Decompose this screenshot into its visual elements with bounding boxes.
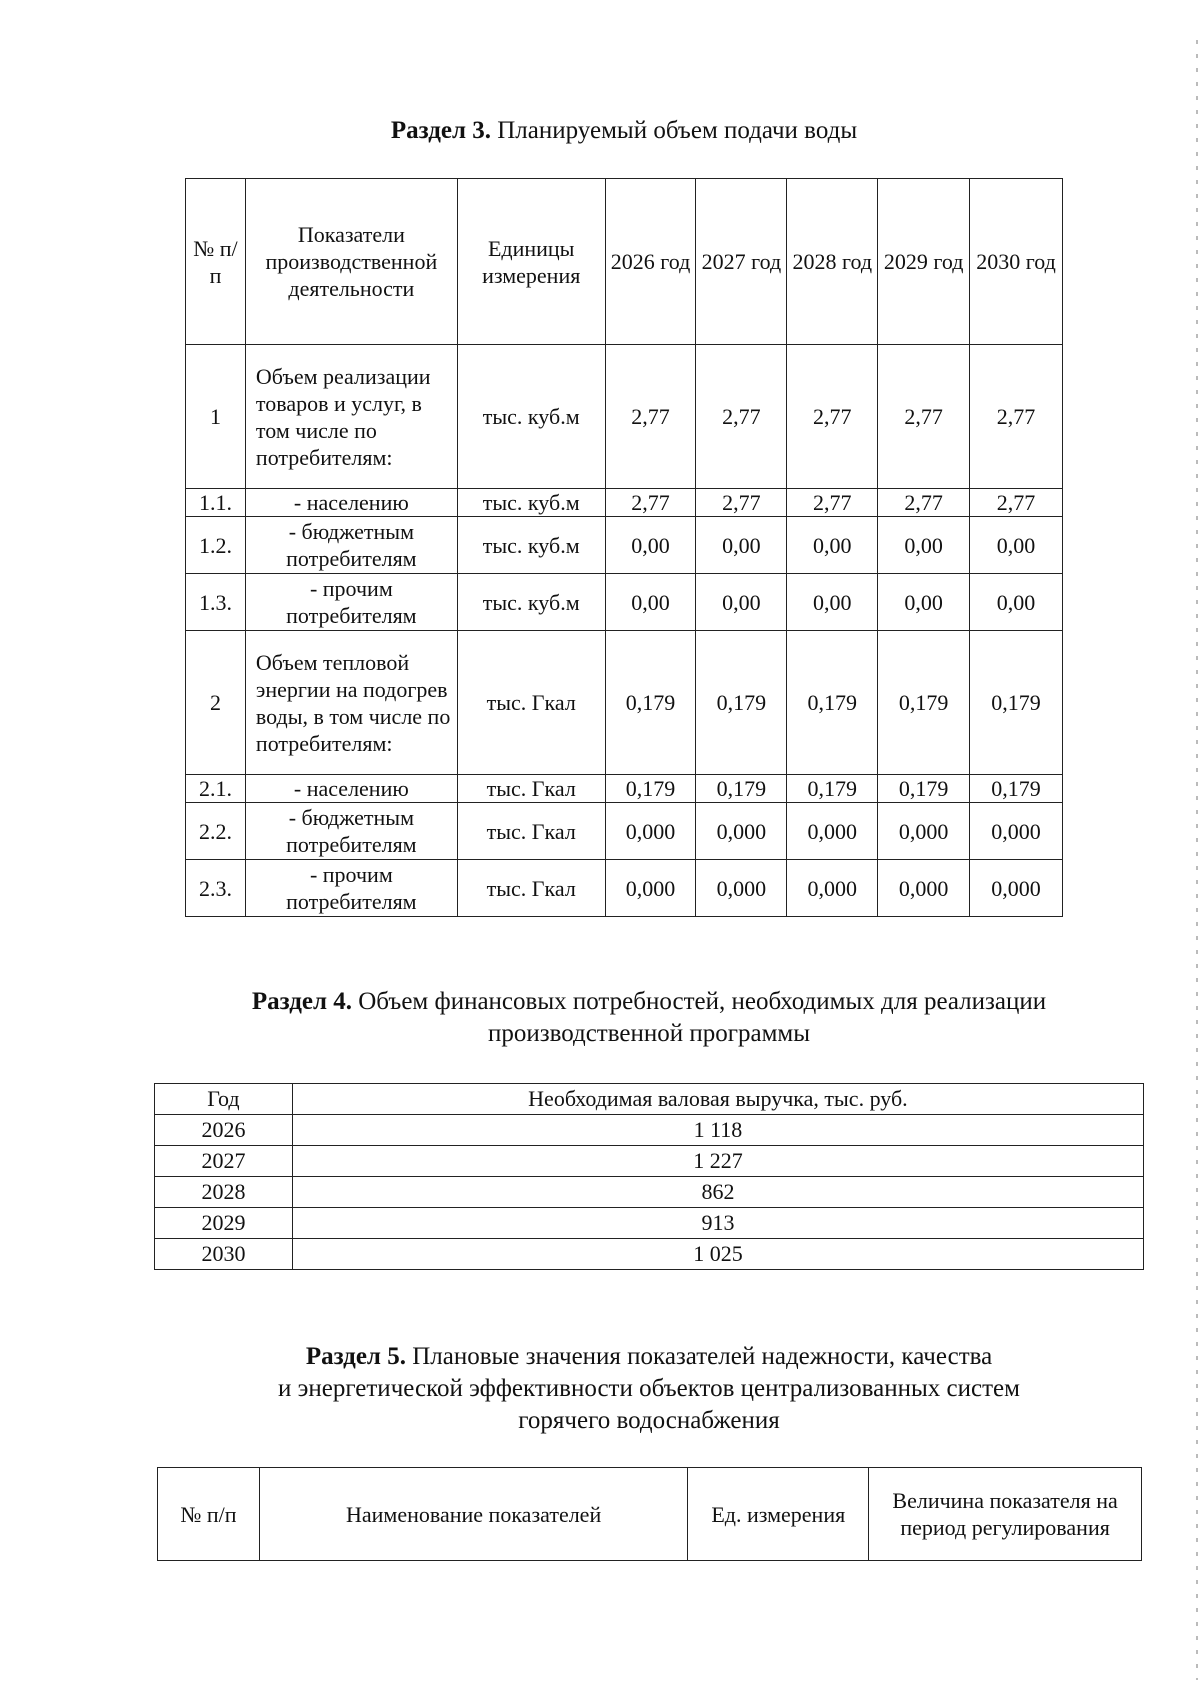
- table-row: [155, 1239, 1144, 1270]
- row-name: - населению: [245, 775, 457, 803]
- row-value-2028: 0,179: [787, 631, 878, 775]
- row-value-2028: 0,000: [787, 803, 878, 860]
- row-value-2030: 0,00: [970, 574, 1063, 631]
- row-value-2027: 0,179: [696, 631, 787, 775]
- row-num: 1.2.: [186, 517, 246, 574]
- row-value: 1 025: [292, 1239, 1143, 1270]
- header-indicator-name: Наименование показателей: [259, 1468, 687, 1561]
- row-value-2029: 0,00: [878, 574, 970, 631]
- row-value-2026: 0,179: [605, 775, 696, 803]
- row-value-2026: 0,00: [605, 517, 696, 574]
- table-row: [155, 1208, 1144, 1239]
- section4-title: [154, 986, 1144, 1050]
- header-unit: Ед. измерения: [688, 1468, 869, 1561]
- header-year-2026: 2026 год: [605, 179, 696, 345]
- table-row: [155, 1177, 1144, 1208]
- section4-title-bold: Раздел 4.: [251, 988, 352, 1015]
- table-row: [155, 1146, 1144, 1177]
- row-value-2027: 0,00: [696, 517, 787, 574]
- row-value: 1 118: [292, 1115, 1143, 1146]
- row-unit: тыс. куб.м: [457, 489, 605, 517]
- row-num: 1: [186, 345, 246, 489]
- row-value-2030: 0,000: [970, 803, 1063, 860]
- row-value-2028: 2,77: [787, 345, 878, 489]
- row-name: Объем реализации товаров и услуг, в том числе по потребителям:: [245, 345, 457, 489]
- row-name: - населению: [245, 489, 457, 517]
- row-value-2030: 0,179: [970, 775, 1063, 803]
- table-row: [186, 775, 1063, 803]
- row-value-2029: 0,179: [878, 631, 970, 775]
- table-row: [186, 860, 1063, 917]
- section5-title-line2: и энергетической эффективности объектов централизованных систем: [278, 1375, 1020, 1402]
- table-row: [186, 631, 1063, 775]
- header-value: Величина показателя на период регулирования: [869, 1468, 1142, 1561]
- row-value-2030: 0,179: [970, 631, 1063, 775]
- section5-table: [157, 1467, 1142, 1561]
- row-unit: тыс. куб.м: [457, 574, 605, 631]
- row-value-2029: 0,000: [878, 860, 970, 917]
- row-value-2026: 0,000: [605, 803, 696, 860]
- section5-title-line1: [154, 1341, 1144, 1373]
- table-row: [186, 345, 1063, 489]
- row-value-2028: 0,00: [787, 517, 878, 574]
- table-row: [155, 1115, 1144, 1146]
- section3-title-rest: Планируемый объем подачи воды: [491, 117, 858, 144]
- row-value-2026: 0,179: [605, 631, 696, 775]
- row-value-2027: 2,77: [696, 489, 787, 517]
- scan-edge-marks: [1196, 40, 1198, 1680]
- table-row: [186, 574, 1063, 631]
- row-year: 2029: [155, 1208, 293, 1239]
- row-unit: тыс. Гкал: [457, 803, 605, 860]
- header-year-2030: 2030 год: [970, 179, 1063, 345]
- row-value-2030: 2,77: [970, 489, 1063, 517]
- row-value-2029: 0,179: [878, 775, 970, 803]
- row-unit: тыс. куб.м: [457, 517, 605, 574]
- section4-title-line1: [154, 986, 1144, 1018]
- section3-header-row: [186, 179, 1063, 345]
- header-indicator: Показатели производственной деятельности: [245, 179, 457, 345]
- row-num: 1.1.: [186, 489, 246, 517]
- row-year: 2026: [155, 1115, 293, 1146]
- row-value: 1 227: [292, 1146, 1143, 1177]
- row-value-2030: 0,000: [970, 860, 1063, 917]
- row-year: 2030: [155, 1239, 293, 1270]
- section4-title-line2: производственной программы: [487, 1020, 811, 1047]
- section3-table: [185, 178, 1063, 917]
- header-unit: Единицы измерения: [457, 179, 605, 345]
- row-value-2028: 0,179: [787, 775, 878, 803]
- row-value-2027: 0,000: [696, 860, 787, 917]
- section5-title-line3: горячего водоснабжения: [518, 1407, 780, 1434]
- row-num: 2: [186, 631, 246, 775]
- row-value-2027: 0,000: [696, 803, 787, 860]
- row-year: 2028: [155, 1177, 293, 1208]
- row-value: 913: [292, 1208, 1143, 1239]
- row-value-2030: 0,00: [970, 517, 1063, 574]
- row-value-2029: 0,000: [878, 803, 970, 860]
- table-row: [186, 517, 1063, 574]
- row-name: Объем тепловой энергии на подогрев воды, в том числе по потребителям:: [245, 631, 457, 775]
- header-year-2028: 2028 год: [787, 179, 878, 345]
- row-num: 1.3.: [186, 574, 246, 631]
- row-unit: тыс. Гкал: [457, 860, 605, 917]
- table-row: [186, 803, 1063, 860]
- table-row: [186, 489, 1063, 517]
- row-value-2029: 2,77: [878, 489, 970, 517]
- row-value-2029: 2,77: [878, 345, 970, 489]
- header-num: № п/п: [158, 1468, 260, 1561]
- header-num: № п/п: [186, 179, 246, 345]
- row-value-2027: 2,77: [696, 345, 787, 489]
- row-value-2026: 2,77: [605, 345, 696, 489]
- section5-title-rest: Плановые значения показателей надежности, качества: [405, 1343, 993, 1370]
- row-unit: тыс. куб.м: [457, 345, 605, 489]
- row-year: 2027: [155, 1146, 293, 1177]
- section3-title: [185, 115, 1063, 147]
- section5-header-row: [158, 1468, 1142, 1561]
- row-value-2028: 0,000: [787, 860, 878, 917]
- section5-title: [154, 1341, 1144, 1437]
- row-value-2027: 0,179: [696, 775, 787, 803]
- row-value-2030: 2,77: [970, 345, 1063, 489]
- section4-table: [154, 1083, 1144, 1270]
- header-year-2027: 2027 год: [696, 179, 787, 345]
- row-value-2026: 0,000: [605, 860, 696, 917]
- row-num: 2.3.: [186, 860, 246, 917]
- section3-title-bold: Раздел 3.: [390, 117, 491, 144]
- row-value-2028: 2,77: [787, 489, 878, 517]
- row-value-2029: 0,00: [878, 517, 970, 574]
- row-name: - прочим потребителям: [245, 860, 457, 917]
- row-name: - прочим потребителям: [245, 574, 457, 631]
- header-year: Год: [155, 1084, 293, 1115]
- header-year-2029: 2029 год: [878, 179, 970, 345]
- row-name: - бюджетным потребителям: [245, 517, 457, 574]
- header-revenue: Необходимая валовая выручка, тыс. руб.: [292, 1084, 1143, 1115]
- row-num: 2.1.: [186, 775, 246, 803]
- section4-title-rest: Объем финансовых потребностей, необходимых для реализации: [352, 988, 1047, 1015]
- row-value-2026: 2,77: [605, 489, 696, 517]
- section5-title-bold: Раздел 5.: [305, 1343, 406, 1370]
- row-value-2027: 0,00: [696, 574, 787, 631]
- row-value-2026: 0,00: [605, 574, 696, 631]
- row-num: 2.2.: [186, 803, 246, 860]
- row-unit: тыс. Гкал: [457, 631, 605, 775]
- row-unit: тыс. Гкал: [457, 775, 605, 803]
- row-value: 862: [292, 1177, 1143, 1208]
- row-value-2028: 0,00: [787, 574, 878, 631]
- row-name: - бюджетным потребителям: [245, 803, 457, 860]
- section4-header-row: [155, 1084, 1144, 1115]
